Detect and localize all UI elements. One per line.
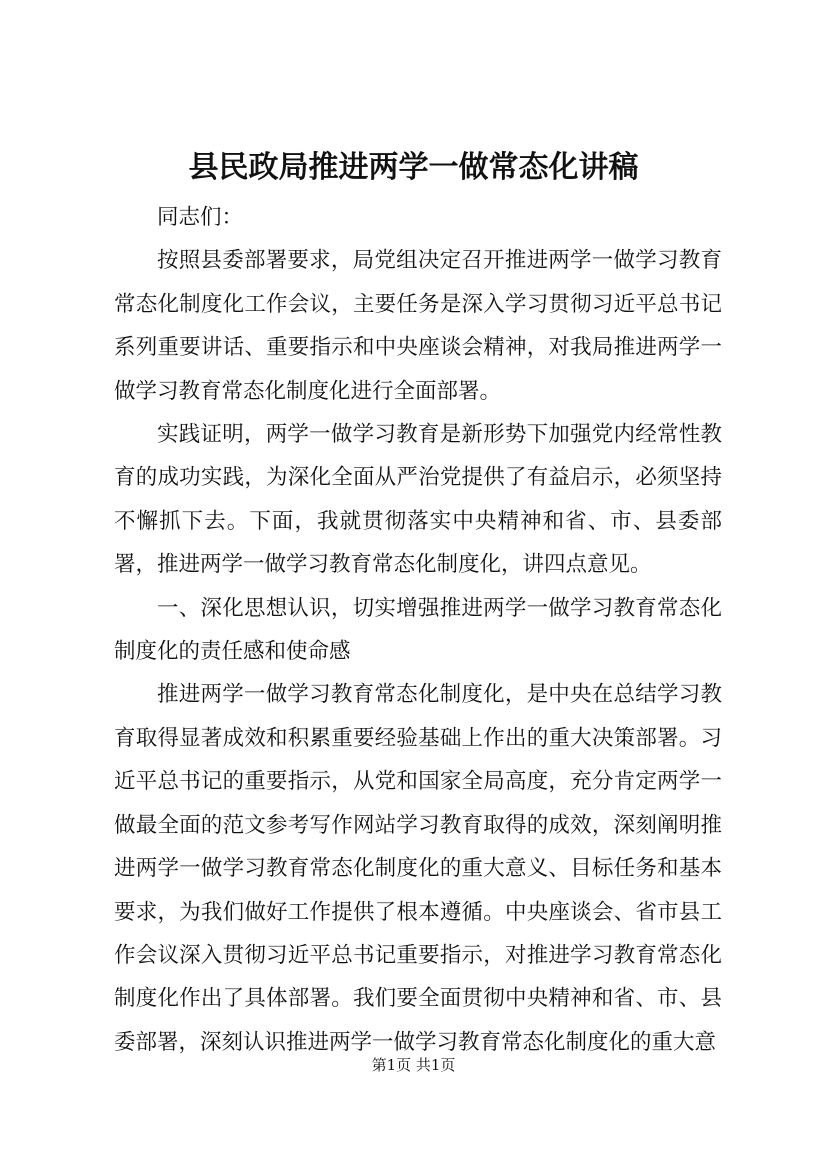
paragraph-1: 按照县委部署要求，局党组决定召开推进两学一做学习教育常态化制度化工作会议，主要任务是深入学习贯彻习近平总书记系列重要讲话、重要指示和中央座谈会精神，对我局推进两学一做学习教育常态化制度化进行全面部署。 [114,248,722,404]
paragraph-3: 推进两学一做学习教育常态化制度化，是中央在总结学习教育取得显著成效和积累重要经验基础上作出的重大决策部署。习近平总书记的重要指示，从党和国家全局高度，充分肯定两学一做最全面的范文参考写作网站学习教育取得的成效，深刻阐明推进两学一做学习教育常态化制度化的重大意义、目标任务和基本要求，为我们做好工作提供了根本遵循。中央座谈会、省市县工作会议深入贯彻习近平总书记重要指示，对推进学习教育常态化制度化作出了具体部署。我们要全面贯彻中央精神和省、市、县委部署，深刻认识推进两学一做学习教育常态化制度化的重大意 [114,682,722,1055]
salutation: 同志们： [157,205,244,230]
section-heading-1: 一、深化思想认识，切实增强推进两学一做学习教育常态化制度化的责任感和使命感 [114,595,722,665]
document-body [114,196,722,1064]
document-title: 县民政局推进两学一做常态化讲稿 [188,150,639,185]
paragraph-2: 实践证明，两学一做学习教育是新形势下加强党内经常性教育的成功实践，为深化全面从严治党提供了有益启示，必须坚持不懈抓下去。下面，我就贯彻落实中央精神和省、市、县委部署，推进两学一做学习教育常态化制度化，讲四点意见。 [114,422,722,578]
page-footer [0,1054,827,1076]
page-number-text: 第1页 共1页 [371,1056,456,1074]
